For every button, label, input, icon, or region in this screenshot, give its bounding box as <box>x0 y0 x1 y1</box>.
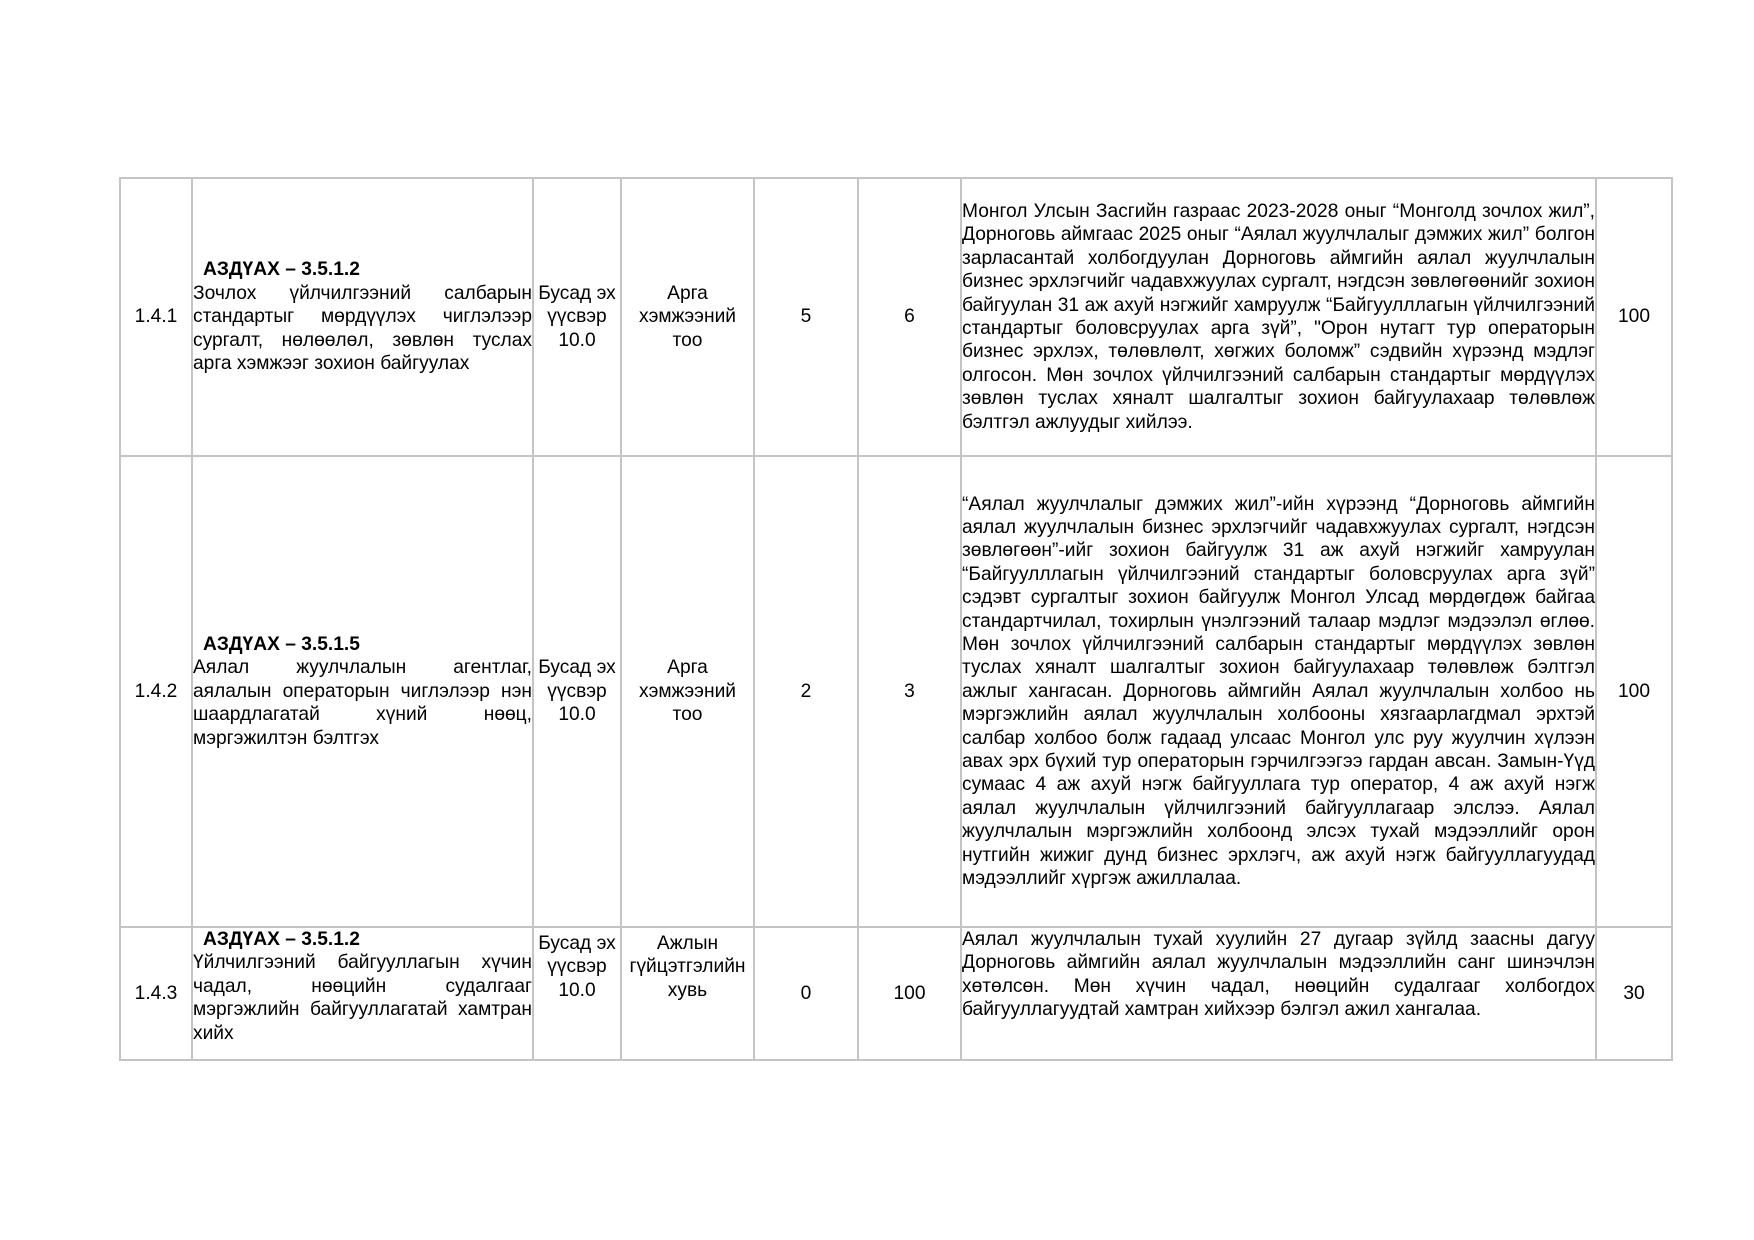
progress-description: “Аялал жуулчлалыг дэмжих жил”-ийн хүрээнд “Дорноговь аймгийн аялал жуулчлалын бизнес эрхлэгчийг чадавхжуулах сургалт, нэгдсэн зөвлөгөөн”-ийг зохион байгуулж 31 аж ахуй нэгжийг хамруулан “Байгуулллагын үйлчилгээний стандартыг боловсруулах арга зүй” сэдэвт сургалтыг зохион байгуулж Монгол Улсад мөрдөгдөж байгаа стандартчилал, тохирлын үнэлгээний талаар мэдлэг мэдээлэл өглөө. Мөн зочлох үйлчилгээний салбарын стандартыг мөрдүүлэх зөвлөн туслах хяналт шалгалтыг зохион байгуулахаар төлөвлөж бэлтгэл ажлыг хангасан. Дорноговь аймгийн Аялал жуулчлалын холбоо нь мэргэжлийн аялал жуулчлалын холбооны хязгаарлагдмал эрхтэй салбар холбоо болж гадаад улсаас Монгол улс руу жуулчин хүлээн авах эрх бүхий тур операторын гэрчилгээгээ гардан авсан. Замын-Үүд сумаас 4 аж ахуй нэгж байгууллага тур оператор, 4 аж ахуй нэгж аялал жуулчлалын үйлчилгээний байгууллагаар элслээ. Аялал жуулчлалын мэргэжлийн холбоонд элсэх тухай мэдээллийг орон нутгийн жижиг дунд бизнес эрхлэгч, аж ахуй нэгж байгууллагуудад мэдээллийг хүргэж ажиллалаа. <box>961 456 1596 927</box>
row-number: 1.4.2 <box>120 456 192 927</box>
measure-unit: Ажлын гүйцэтгэлийн хувь <box>621 927 754 1060</box>
score-value: 100 <box>1596 456 1672 927</box>
row-number: 1.4.1 <box>120 178 192 456</box>
goal-code: АЗДҮАХ – 3.5.1.2 <box>203 929 360 950</box>
activity-report-table <box>119 177 1673 1061</box>
goal-cell <box>192 178 533 456</box>
table-row <box>120 178 1672 456</box>
goal-cell <box>192 456 533 927</box>
baseline-value: 2 <box>754 456 858 927</box>
goal-text: Зочлох үйлчилгээний салбарын стандартыг мөрдүүлэх чиглэлээр сургалт, нөлөөлөл, зөвлөн туслах арга хэмжээг зохион байгуулах <box>193 282 532 375</box>
goal-code: АЗДҮАХ – 3.5.1.2 <box>203 259 360 281</box>
target-value: 6 <box>858 178 961 456</box>
funding-source: Бусад эх үүсвэр 10.0 <box>533 927 621 1060</box>
row-number: 1.4.3 <box>120 927 192 1060</box>
progress-description: Аялал жуулчлалын тухай хуулийн 27 дугаар зүйлд заасны дагуу Дорноговь аймгийн аялал жуулчлалын мэдээллийн санг шинэчлэн хөтөлсөн. Мөн хүчин чадал, нөөцийн судалгааг холбогдох байгууллагуудтай хамтран хийхээр бэлгэл ажил хангалаа. <box>961 927 1596 1060</box>
target-value: 3 <box>858 456 961 927</box>
measure-unit: Арга хэмжээний тоо <box>621 456 754 927</box>
score-value: 30 <box>1596 927 1672 1060</box>
goal-text: Аялал жуулчлалын агентлаг, аялалын операторын чиглэлээр нэн шаардлагатай хүний нөөц, мэргэжилтэн бэлтгэх <box>193 657 532 749</box>
progress-description: Монгол Улсын Засгийн газраас 2023-2028 оныг “Монголд зочлох жил”, Дорноговь аймгаас 2025 оныг “Аялал жуулчлалыг дэмжих жил” болгон зарласантай холбогдуулан Дорноговь аймгийн аялал жуулчлалын бизнес эрхлэгчийг чадавхжуулах сургалт, нэгдсэн зөвлөгөөнийг зохион байгуулан 31 аж ахуй нэгжийг хамруулж “Байгуулллагын үйлчилгээний стандартыг боловсруулах арга зүй”, "Орон нутагт тур операторын бизнес эрхлэх, төлөвлөлт, хөгжих боломж” сэдвийн хүрээнд мэдлэг олгосон. Мөн зочлох үйлчилгээний салбарын стандартыг мөрдүүлэх зөвлөн туслах хяналт шалгалтыг зохион байгуулахаар төлөвлөж бэлтгэл ажлуудыг хийлээ. <box>961 178 1596 456</box>
goal-text: Үйлчилгээний байгууллагын хүчин чадал, нөөцийн судалгааг мэргэжлийн байгууллагатай хамтран хийх <box>193 952 532 1044</box>
funding-source: Бусад эх үүсвэр 10.0 <box>533 178 621 456</box>
baseline-value: 5 <box>754 178 858 456</box>
target-value: 100 <box>858 927 961 1060</box>
goal-cell <box>192 927 533 1060</box>
goal-code: АЗДҮАХ – 3.5.1.5 <box>203 633 360 655</box>
score-value: 100 <box>1596 178 1672 456</box>
table-row <box>120 927 1672 1060</box>
measure-unit: Арга хэмжээний тоо <box>621 178 754 456</box>
funding-source: Бусад эх үүсвэр 10.0 <box>533 456 621 927</box>
baseline-value: 0 <box>754 927 858 1060</box>
table-row <box>120 456 1672 927</box>
